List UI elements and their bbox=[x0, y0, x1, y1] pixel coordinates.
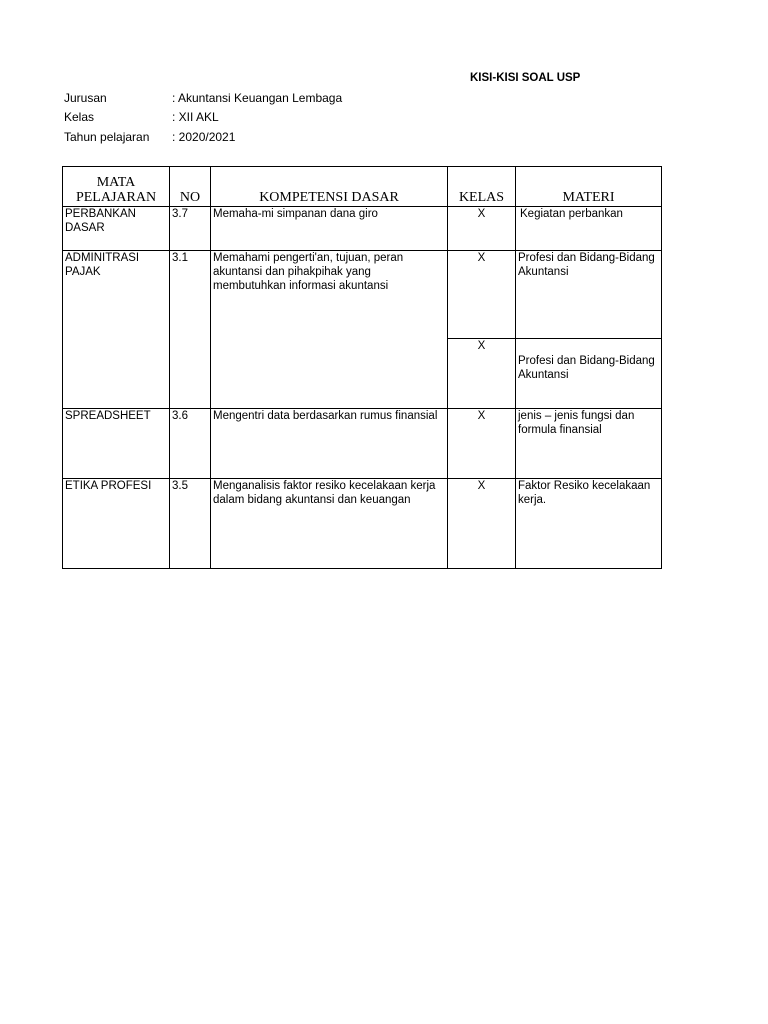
cell-materi: Profesi dan Bidang-Bidang Akuntansi bbox=[516, 251, 662, 339]
table-header-row bbox=[63, 167, 662, 207]
header-mata-pelajaran bbox=[63, 167, 170, 207]
document-title: KISI-KISI SOAL USP bbox=[470, 72, 581, 84]
cell-kelas: X bbox=[448, 409, 516, 479]
cell-no: 3.6 bbox=[170, 409, 211, 479]
kisi-kisi-table bbox=[62, 166, 662, 569]
header-text: PELAJARAN bbox=[75, 190, 157, 205]
info-label: Tahun pelajaran bbox=[64, 130, 150, 144]
cell-mata-pelajaran: ETIKA PROFESI bbox=[63, 479, 170, 569]
cell-kelas: X bbox=[448, 479, 516, 569]
table-row bbox=[63, 207, 662, 251]
cell-no: 3.5 bbox=[170, 479, 211, 569]
cell-no: 3.1 bbox=[170, 251, 211, 409]
table-row bbox=[63, 479, 662, 569]
info-value: : 2020/2021 bbox=[172, 130, 236, 144]
table-row bbox=[63, 251, 662, 339]
cell-kompetensi: Mengentri data berdasarkan rumus finansial bbox=[211, 409, 448, 479]
cell-materi: Faktor Resiko kecelakaan kerja. bbox=[516, 479, 662, 569]
cell-materi: Kegiatan perbankan bbox=[516, 207, 662, 251]
header-kelas: KELAS bbox=[448, 167, 516, 207]
info-label: Jurusan bbox=[64, 91, 107, 105]
cell-mata-pelajaran: ADMINITRASI PAJAK bbox=[63, 251, 170, 409]
cell-kompetensi: Menganalisis faktor resiko kecelakaan kerja dalam bidang akuntansi dan keuangan bbox=[211, 479, 448, 569]
info-value: : Akuntansi Keuangan Lembaga bbox=[172, 91, 343, 105]
header-text: MATA bbox=[96, 175, 136, 190]
cell-kelas: X bbox=[448, 339, 516, 409]
cell-materi: Profesi dan Bidang-Bidang Akuntansi bbox=[516, 339, 662, 409]
header-kompetensi-dasar: KOMPETENSI DASAR bbox=[211, 167, 448, 207]
cell-mata-pelajaran: PERBANKAN DASAR bbox=[63, 207, 170, 251]
cell-kompetensi: Memaha-mi simpanan dana giro bbox=[211, 207, 448, 251]
cell-mata-pelajaran: SPREADSHEET bbox=[63, 409, 170, 479]
cell-kelas: X bbox=[448, 207, 516, 251]
header-no: NO bbox=[170, 167, 211, 207]
cell-no: 3.7 bbox=[170, 207, 211, 251]
cell-materi: jenis – jenis fungsi dan formula finansial bbox=[516, 409, 662, 479]
cell-kompetensi: Memahami pengerti'an, tujuan, peran akuntansi dan pihakpihak yang membutuhkan informasi akuntansi bbox=[211, 251, 448, 409]
info-value: : XII AKL bbox=[172, 110, 219, 124]
table-row bbox=[63, 409, 662, 479]
header-materi: MATERI bbox=[516, 167, 662, 207]
cell-kelas: X bbox=[448, 251, 516, 339]
info-label: Kelas bbox=[64, 110, 95, 124]
